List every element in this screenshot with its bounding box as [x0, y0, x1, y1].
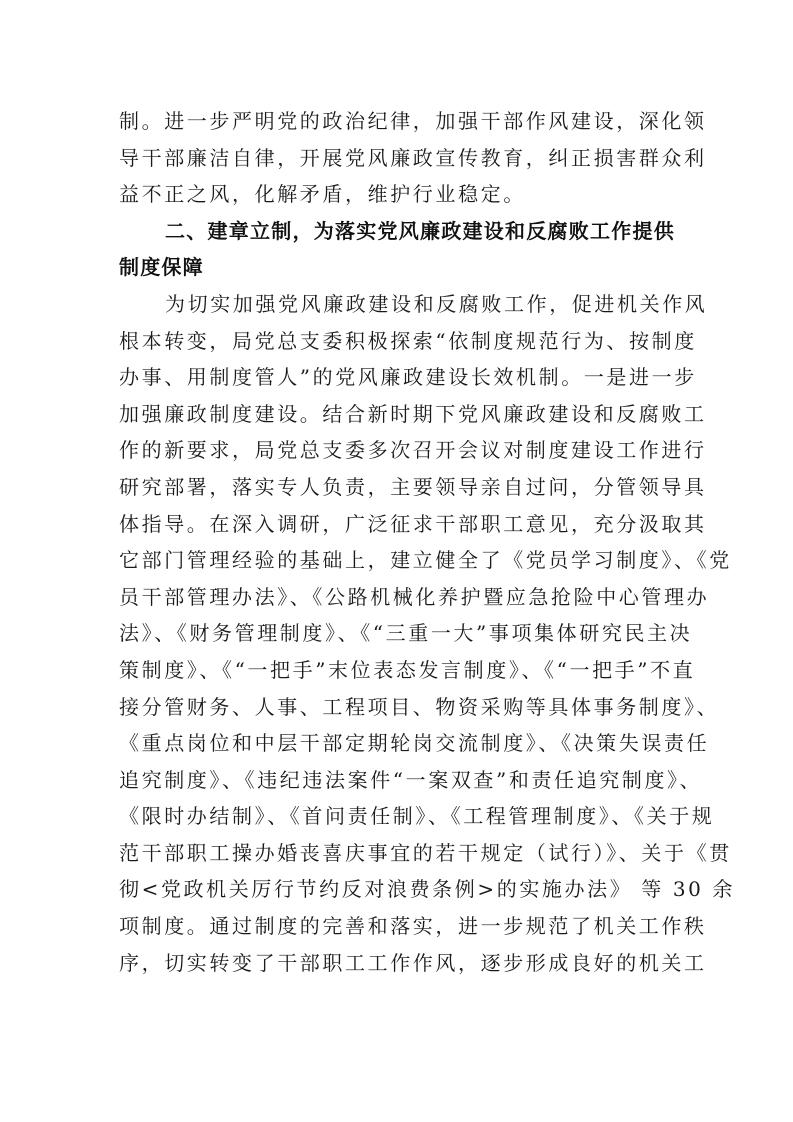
- text-line: 体指导。在深入调研，广泛征求干部职工意见，充分汲取其: [119, 511, 707, 536]
- text-line: 研究部署，落实专人负责，主要领导亲自过问，分管领导具: [119, 474, 707, 499]
- text-line: 法》、《财务管理制度》、《“三重一大”事项集体研究民主决: [119, 621, 693, 646]
- heading-line: 二、建章立制，为落实党风廉政建设和反腐败工作提供: [165, 218, 675, 243]
- text-line: 导干部廉洁自律，开展党风廉政宣传教育，纠正损害群众利: [119, 145, 707, 170]
- text-line: 《限时办结制》、《首问责任制》、《工程管理制度》、《关于规: [119, 804, 715, 829]
- text-line: 作的新要求，局党总支委多次召开会议对制度建设工作进行: [119, 438, 707, 463]
- document-body: [119, 103, 736, 981]
- text-line: 序，切实转变了干部职工工作作风，逐步形成良好的机关工: [119, 950, 707, 975]
- text-line: 彻<党政机关厉行节约反对浪费条例>的实施办法》 等 30 余: [119, 877, 736, 902]
- text-line: 加强廉政制度建设。结合新时期下党风廉政建设和反腐败工: [119, 401, 707, 426]
- text-line: 办事、用制度管人”的党风廉政建设长效机制。一是进一步: [119, 365, 697, 390]
- paragraph-system-building: [119, 286, 736, 981]
- text-line: 员干部管理办法》、《公路机械化养护暨应急抢险中心管理办: [119, 584, 710, 609]
- text-line: 项制度。通过制度的完善和落实，进一步规范了机关工作秩: [119, 914, 707, 939]
- text-line: 益不正之风，化解矛盾，维护行业稳定。: [119, 182, 526, 207]
- text-line: 制。进一步严明党的政治纪律，加强干部作风建设，深化领: [119, 109, 707, 133]
- text-line: 它部门管理经验的基础上，建立健全了《党员学习制度》、《党: [119, 548, 732, 573]
- paragraph-continuation: [119, 103, 707, 213]
- text-line: 追究制度》、《违纪违法案件“一案双查”和责任追究制度》、: [119, 767, 703, 792]
- text-line: 范干部职工操办婚丧喜庆事宜的若干规定（试行）》、关于《贯: [119, 840, 732, 865]
- text-line: 策制度》、《“一把手”末位表态发言制度》、《“一把手”不直: [119, 657, 696, 682]
- text-line: 《重点岗位和中层干部定期轮岗交流制度》、《决策失误责任: [119, 731, 710, 756]
- text-line: 接分管财务、人事、工程项目、物资采购等具体事务制度》、: [119, 694, 720, 719]
- text-line: 根本转变，局党总支委积极探索“依制度规范行为、按制度: [119, 328, 697, 353]
- heading-line: 制度保障: [119, 255, 204, 280]
- text-line: 为切实加强党风廉政建设和反腐败工作，促进机关作风: [165, 291, 708, 316]
- section-heading: [119, 213, 675, 286]
